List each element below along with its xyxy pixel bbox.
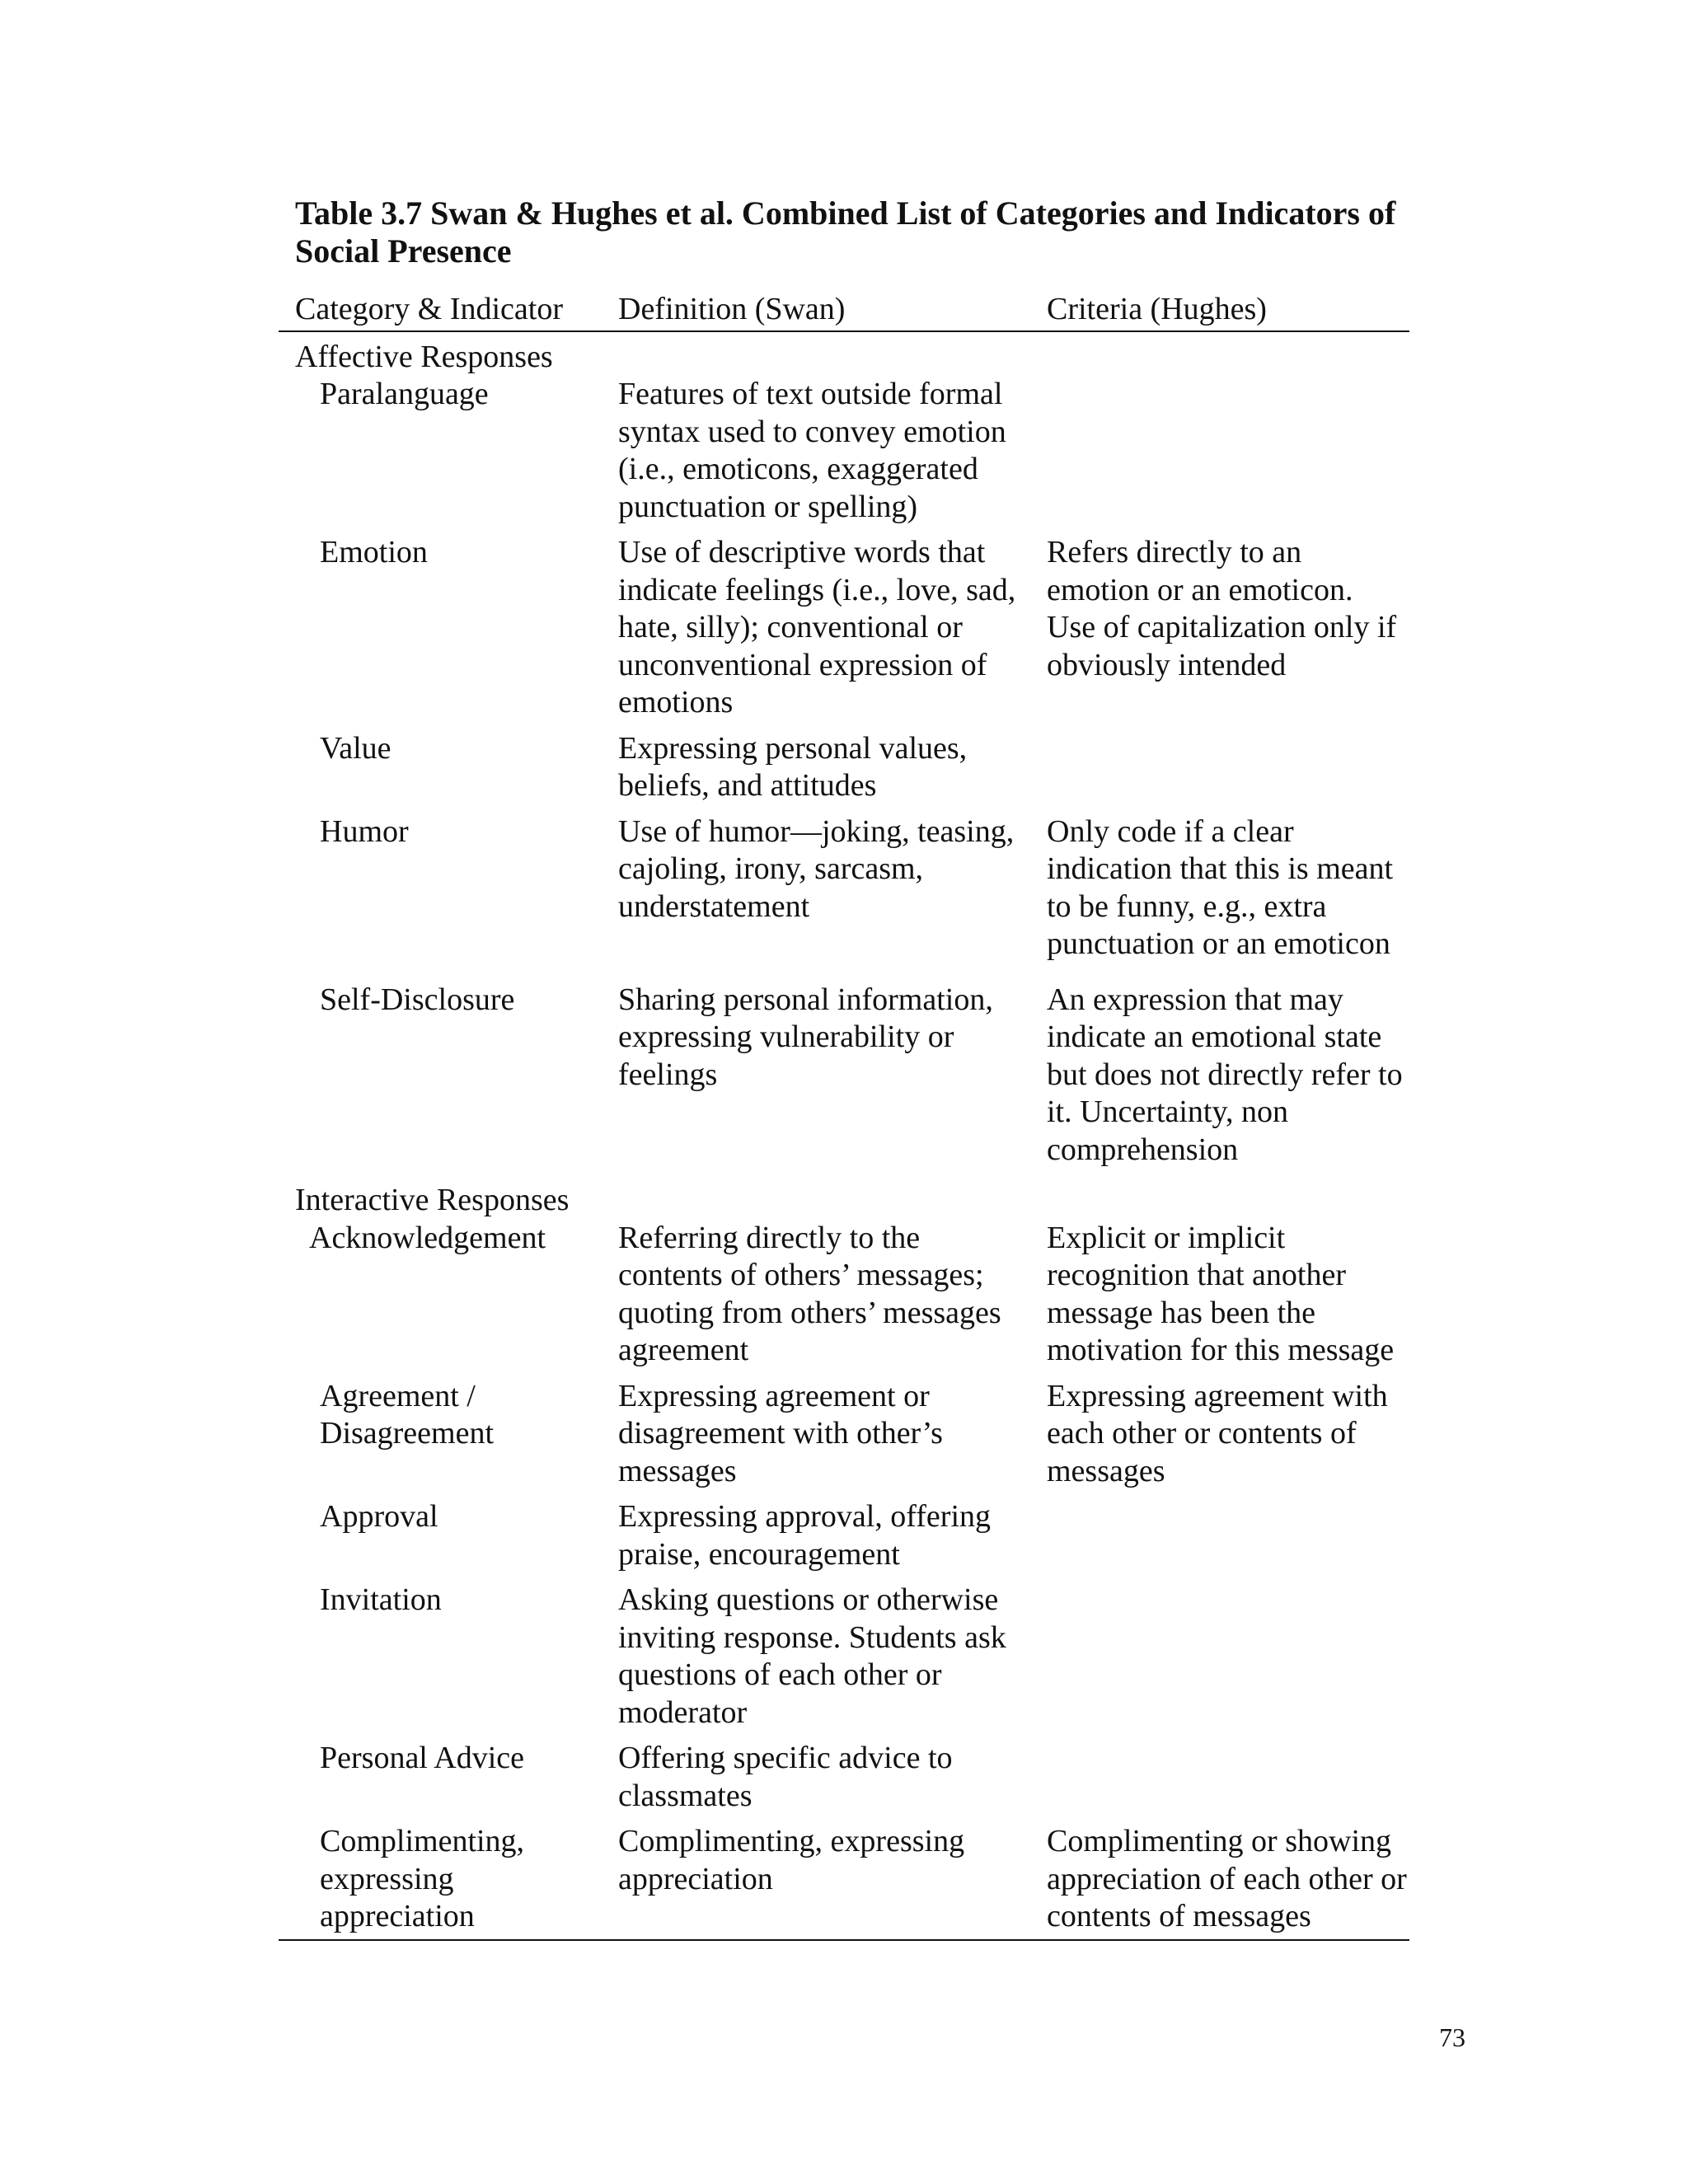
table-row <box>279 1582 1409 1740</box>
table-row <box>279 1378 1409 1499</box>
indicator-cell: Approval <box>320 1499 438 1534</box>
indicator-cell: Self-Disclosure <box>320 982 515 1017</box>
criteria-cell <box>1030 1740 1409 1823</box>
indicator-cell: Personal Advice <box>320 1741 525 1775</box>
table-row <box>279 813 1409 982</box>
header-row <box>279 284 1409 331</box>
criteria-cell: An expression that may indicate an emotional state but does not directly refer to it. Uncertainty, non comprehension <box>1047 982 1403 1167</box>
social-presence-table-container <box>279 284 1409 1941</box>
table-row <box>279 1823 1409 1940</box>
table-body <box>279 331 1409 1940</box>
definition-cell: Use of humor—joking, teasing, cajoling, irony, sarcasm, understatement <box>618 813 1015 924</box>
definition-cell: Offering specific advice to classmates <box>618 1741 953 1813</box>
criteria-cell <box>1030 376 1409 534</box>
indicator-cell: Humor <box>320 813 409 849</box>
definition-cell: Complimenting, expressing appreciation <box>602 1823 1030 1940</box>
indicator-cell: Paralanguage <box>320 377 489 411</box>
category-label: Affective Responses <box>295 339 553 374</box>
indicator-cell: Agreement / Disagreement <box>320 1378 495 1451</box>
criteria-cell <box>1030 1498 1409 1582</box>
table-row <box>279 730 1409 813</box>
criteria-cell: Only code if a clear indication that this is meant to be funny, e.g., extra punctuation or an emoticon <box>1047 813 1394 961</box>
table-row <box>279 1740 1409 1823</box>
table-row <box>279 982 1409 1178</box>
criteria-cell: Explicit or implicit recognition that another message has been the motivation for this message <box>1047 1220 1395 1367</box>
indicator-cell: Complimenting, expressing appreciation <box>279 1823 602 1940</box>
indicator-cell: Acknowledgement <box>309 1220 546 1255</box>
social-presence-table <box>279 284 1409 1941</box>
header-criteria-hughes: Criteria (Hughes) <box>1030 284 1409 331</box>
category-label: Interactive Responses <box>295 1183 570 1217</box>
definition-cell: Features of text outside formal syntax used to convey emotion (i.e., emoticons, exaggerated punctuation or spelling) <box>618 377 1006 524</box>
definition-cell: Expressing personal values, beliefs, and attitudes <box>618 730 968 803</box>
table-row <box>279 534 1409 730</box>
criteria-cell <box>1030 1582 1409 1740</box>
table-row <box>279 1220 1409 1378</box>
header-category-indicator: Category & Indicator <box>279 284 602 331</box>
indicator-cell: Value <box>320 730 392 766</box>
table-row <box>279 1498 1409 1582</box>
category-row-interactive <box>279 1177 1409 1220</box>
criteria-cell: Expressing agreement with each other or contents of messages <box>1047 1378 1388 1488</box>
definition-cell: Referring directly to the contents of others’ messages; quoting from others’ messages agreement <box>618 1220 1001 1367</box>
header-definition-swan: Definition (Swan) <box>602 284 1030 331</box>
page-number: 73 <box>1439 2022 1465 2052</box>
table-row <box>279 376 1409 534</box>
criteria-cell: Complimenting or showing appreciation of each other or contents of messages <box>1030 1823 1409 1940</box>
indicator-cell: Emotion <box>320 535 428 569</box>
table-title: Table 3.7 Swan & Hughes et al. Combined List of Categories and Indicators of Social Presence <box>295 194 1396 269</box>
criteria-cell <box>1030 730 1409 813</box>
definition-cell: Expressing agreement or disagreement with other’s messages <box>618 1378 943 1488</box>
table-header <box>279 284 1409 331</box>
indicator-cell: Invitation <box>320 1582 442 1617</box>
definition-cell: Sharing personal information, expressing vulnerability or feelings <box>618 982 993 1092</box>
definition-cell: Use of descriptive words that indicate feelings (i.e., love, sad, hate, silly); conventional or unconventional expression of emotions <box>618 535 1016 719</box>
category-row-affective <box>279 331 1409 377</box>
criteria-cell: Refers directly to an emotion or an emoticon. Use of capitalization only if obviously intended <box>1047 535 1397 682</box>
definition-cell: Expressing approval, offering praise, encouragement <box>618 1499 992 1572</box>
definition-cell: Asking questions or otherwise inviting response. Students ask questions of each other or moderator <box>618 1582 1006 1730</box>
